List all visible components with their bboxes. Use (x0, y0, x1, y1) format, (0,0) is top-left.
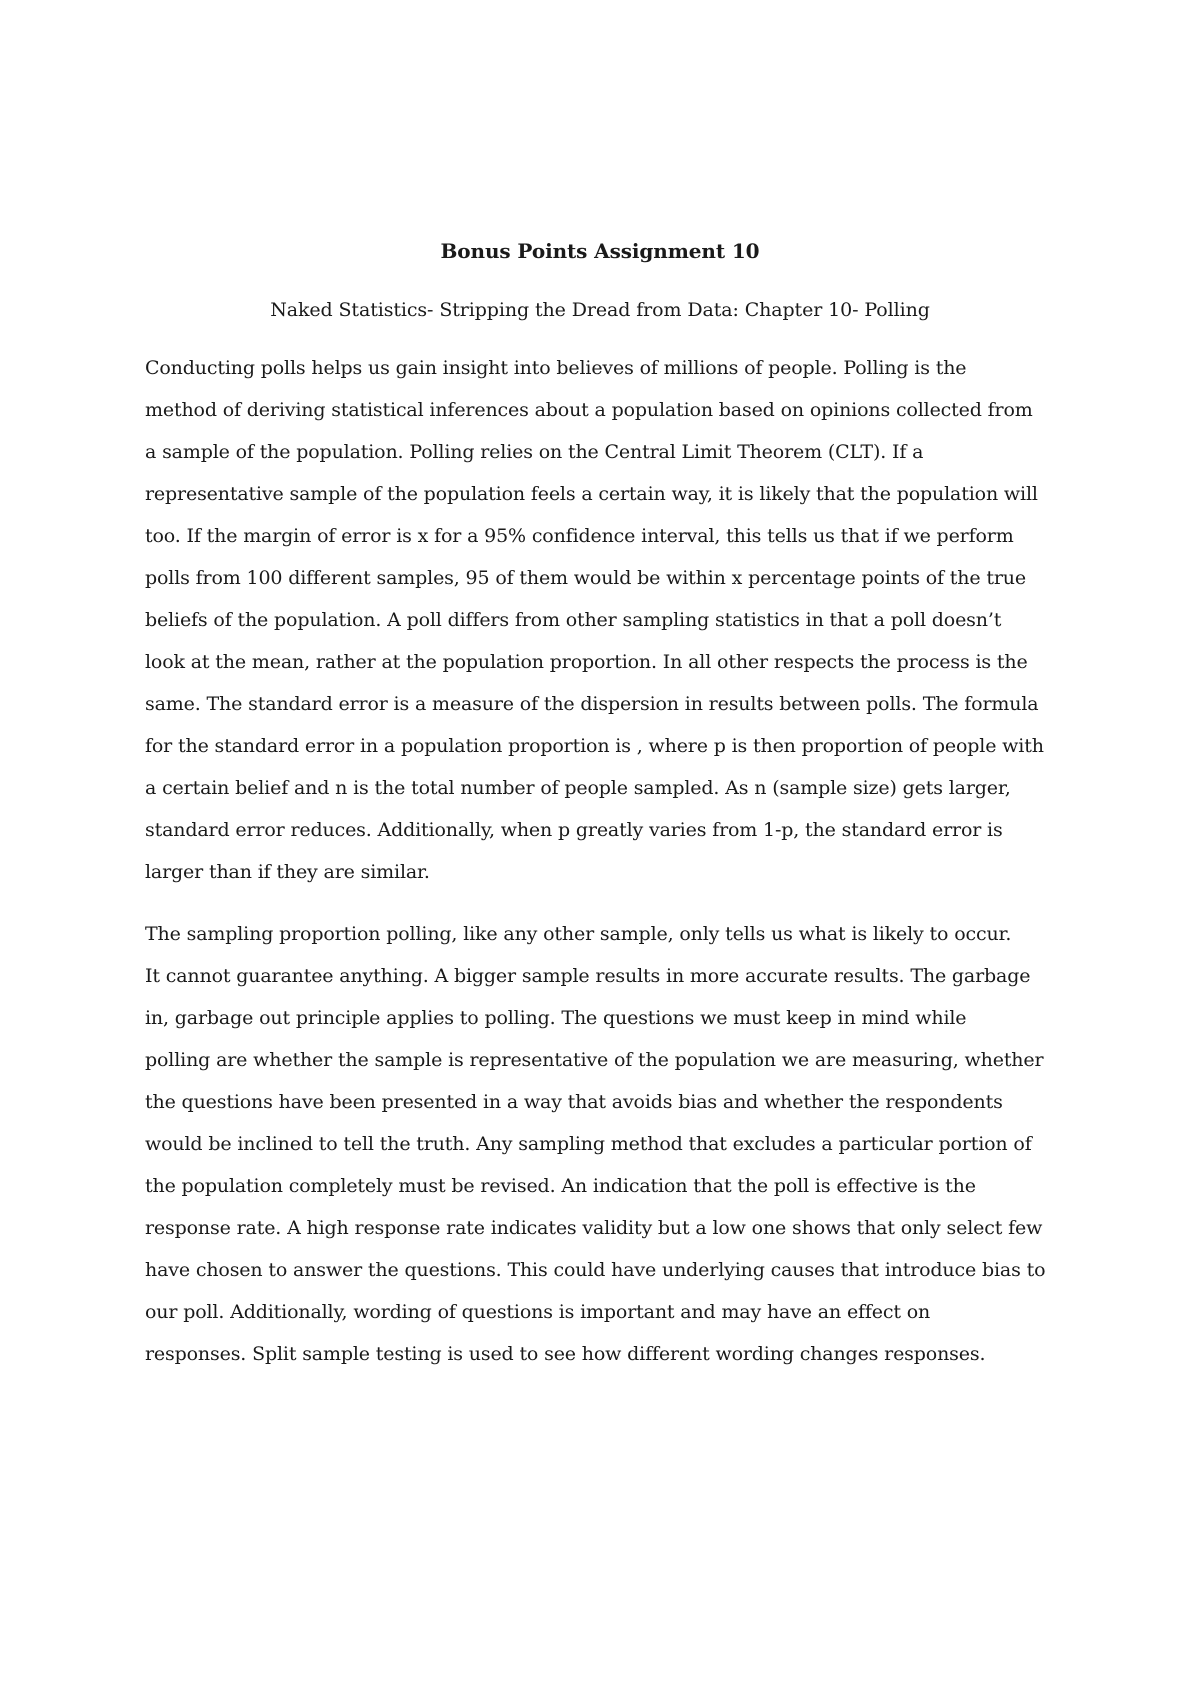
paragraph-line: response rate. A high response rate indicates validity but a low one shows that only select few (145, 1217, 1043, 1239)
paragraph-line: standard error reduces. Additionally, when p greatly varies from 1-p, the standard error is (145, 819, 1003, 841)
paragraph-line: a certain belief and n is the total number of people sampled. As n (sample size) gets larger, (145, 777, 1011, 799)
paragraph-line: our poll. Additionally, wording of questions is important and may have an effect on (145, 1301, 931, 1323)
paragraph-line: in, garbage out principle applies to polling. The questions we must keep in mind while (145, 1007, 967, 1029)
paragraph-line: method of deriving statistical inferences about a population based on opinions collected from (145, 399, 1033, 421)
paragraph-line: same. The standard error is a measure of the dispersion in results between polls. The formula (145, 693, 1039, 715)
paragraph-line: would be inclined to tell the truth. Any sampling method that excludes a particular portion of (145, 1133, 1032, 1155)
paragraph-line: The sampling proportion polling, like any other sample, only tells us what is likely to occur. (145, 923, 1012, 945)
paragraph-line: the questions have been presented in a way that avoids bias and whether the respondents (145, 1091, 1003, 1113)
document-title: Bonus Points Assignment 10 (440, 239, 760, 263)
paragraph-line: look at the mean, rather at the population proportion. In all other respects the process is the (145, 651, 1028, 673)
paragraph-line: for the standard error in a population proportion is , where p is then proportion of people with (145, 735, 1044, 757)
paragraph-line: the population completely must be revised. An indication that the poll is effective is the (145, 1175, 976, 1197)
paragraph-line: too. If the margin of error is x for a 95% confidence interval, this tells us that if we perform (145, 525, 1014, 547)
paragraph-line: have chosen to answer the questions. This could have underlying causes that introduce bias to (145, 1259, 1046, 1281)
paragraph-line: It cannot guarantee anything. A bigger sample results in more accurate results. The garbage (145, 965, 1031, 987)
paragraph-1 (145, 347, 1065, 893)
paragraph-line: beliefs of the population. A poll differs from other sampling statistics in that a poll doesn’t (145, 609, 1002, 631)
paragraph-line: larger than if they are similar. (145, 861, 430, 883)
paragraph-line: responses. Split sample testing is used to see how different wording changes responses. (145, 1343, 986, 1365)
paragraph-line: polling are whether the sample is representative of the population we are measuring, whether (145, 1049, 1044, 1071)
paragraph-line: Conducting polls helps us gain insight into believes of millions of people. Polling is the (145, 357, 967, 379)
paragraph-2 (145, 913, 1065, 1375)
document-subtitle: Naked Statistics- Stripping the Dread from Data: Chapter 10- Polling (270, 299, 930, 321)
paragraph-line: a sample of the population. Polling relies on the Central Limit Theorem (CLT). If a (145, 441, 924, 463)
paragraph-line: representative sample of the population feels a certain way, it is likely that the population will (145, 483, 1038, 505)
paragraph-line: polls from 100 different samples, 95 of them would be within x percentage points of the true (145, 567, 1026, 589)
